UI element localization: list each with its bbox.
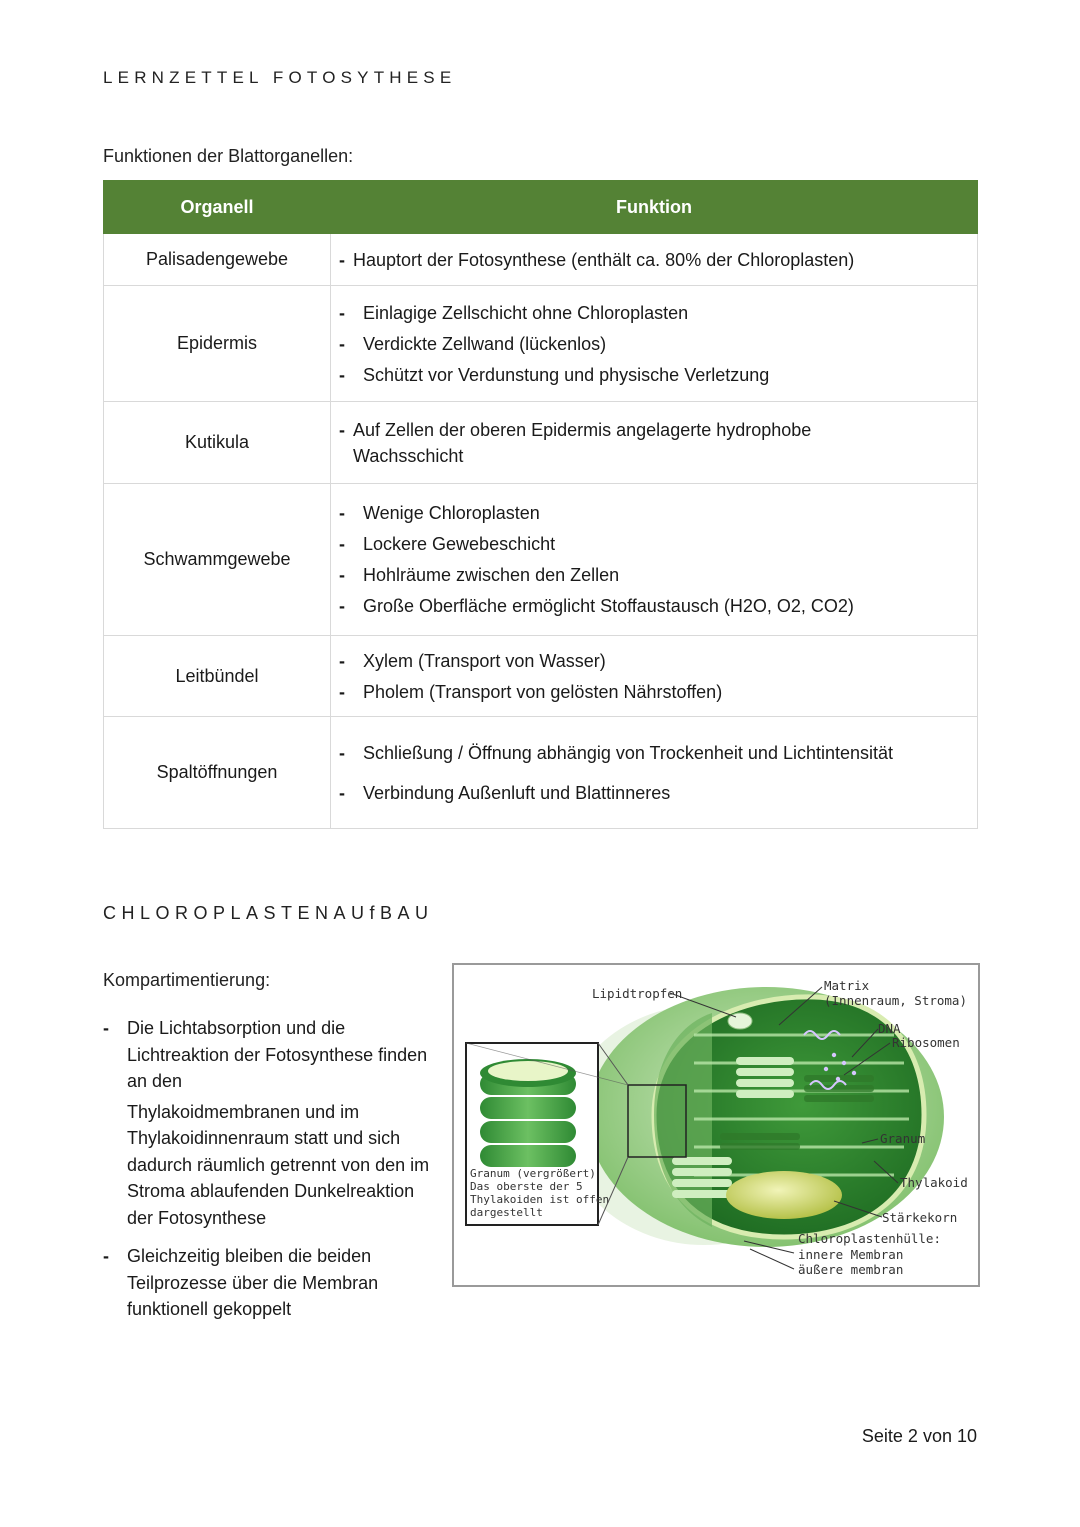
table-row [104,286,978,402]
granum-inset-stack [480,1059,576,1167]
list-item [103,1015,443,1231]
function-cell [331,286,978,402]
organ-table [103,180,978,829]
page-header: LERNZETTEL FOTOSYTHESE [103,68,457,87]
kompartimentierung-list [103,1015,443,1335]
function-item: - Verdickte Zellwand (lückenlos) [339,331,976,357]
list-item: - Gleichzeitig bleiben die beiden Teilprozesse über die Membran funktionell gekoppelt [103,1243,443,1323]
header-organell: Organell [104,181,331,234]
table-row [104,484,978,636]
function-cell [331,717,978,829]
organ-cell: Palisadengewebe [104,234,331,286]
section-label-kompartimentierung: Kompartimentierung: [103,970,271,990]
label-ribosomen: Ribosomen [892,1035,960,1050]
label-granum-vergroessert: Granum (vergrößert) [470,1167,596,1180]
function-item: - Xylem (Transport von Wasser) [339,648,976,674]
organ-cell: Spaltöffnungen [104,717,331,829]
header-funktion: Funktion [331,181,978,234]
label-aeussere-membran: äußere membran [798,1262,904,1277]
function-cell [331,636,978,717]
page-number: Seite 2 von 10 [861,1426,977,1446]
organ-cell: Epidermis [104,286,331,402]
organ-cell: Leitbündel [104,636,331,717]
section-title-chloroplast: CHLOROPLASTENAUfBAU [103,903,434,923]
label-innere-membran: innere Membran [798,1247,904,1262]
label-matrix-sub: (Innenraum, Stroma) [824,993,967,1008]
section-label-organellen: Funktionen der Blattorganellen: [103,146,354,166]
table-row [104,402,978,484]
function-item: - Auf Zellen der oberen Epidermis angelagerte hydrophobe Wachsschicht [339,417,976,469]
function-item: - Hauptort der Fotosynthese (enthält ca. 80% der Chloroplasten) [339,247,976,273]
function-cell [331,484,978,636]
function-item: - Schließung / Öffnung abhängig von Trockenheit und Lichtintensität [339,740,976,766]
list-item-text: Thylakoidmembranen und im Thylakoidinnenraum statt und sich dadurch räumlich getrennt von den im Stroma ablaufenden Dunkelreaktion der Fotosynthese [127,1101,430,1228]
table-row [104,636,978,717]
function-item: - Lockere Gewebeschicht [339,531,976,557]
label-granum-vergroessert-3: Thylakoiden ist offen [470,1193,610,1206]
list-item-text: - Die Lichtabsorption und die Lichtreaktion der Fotosynthese finden an den [127,1018,428,1091]
function-item: - Verbindung Außenluft und Blattinneres [339,780,976,806]
function-item: - Große Oberfläche ermöglicht Stoffaustausch (H2O, O2, CO2) [339,593,976,619]
label-thylakoid: Thylakoid [900,1175,968,1190]
label-staerkekorn: Stärkekorn [882,1210,958,1225]
starch-grain-shape [726,1171,842,1219]
organ-cell: Schwammgewebe [104,484,331,636]
function-item: - Schützt vor Verdunstung und physische Verletzung [339,362,976,388]
function-item: - Pholem (Transport von gelösten Nährstoffen) [339,679,976,705]
function-cell [331,402,978,484]
table-row [104,717,978,829]
label-dna: DNA [878,1021,901,1036]
label-granum-vergroessert-2: Das oberste der 5 [470,1180,583,1193]
function-item: - Hohlräume zwischen den Zellen [339,562,976,588]
function-item: - Einlagige Zellschicht ohne Chloroplasten [339,300,976,326]
function-item: - Wenige Chloroplasten [339,500,976,526]
label-granum-vergroessert-4: dargestellt [470,1206,543,1219]
function-cell [331,234,978,286]
label-huelle: Chloroplastenhülle: [798,1231,941,1246]
label-granum: Granum [880,1131,926,1146]
table-row [104,234,978,286]
label-lipidtropfen: Lipidtropfen [592,986,683,1001]
chloroplast-diagram [452,963,980,1287]
organ-cell: Kutikula [104,402,331,484]
chloroplast-illustration [454,965,978,1285]
table-header-row [104,181,978,234]
label-matrix: Matrix [824,978,870,993]
